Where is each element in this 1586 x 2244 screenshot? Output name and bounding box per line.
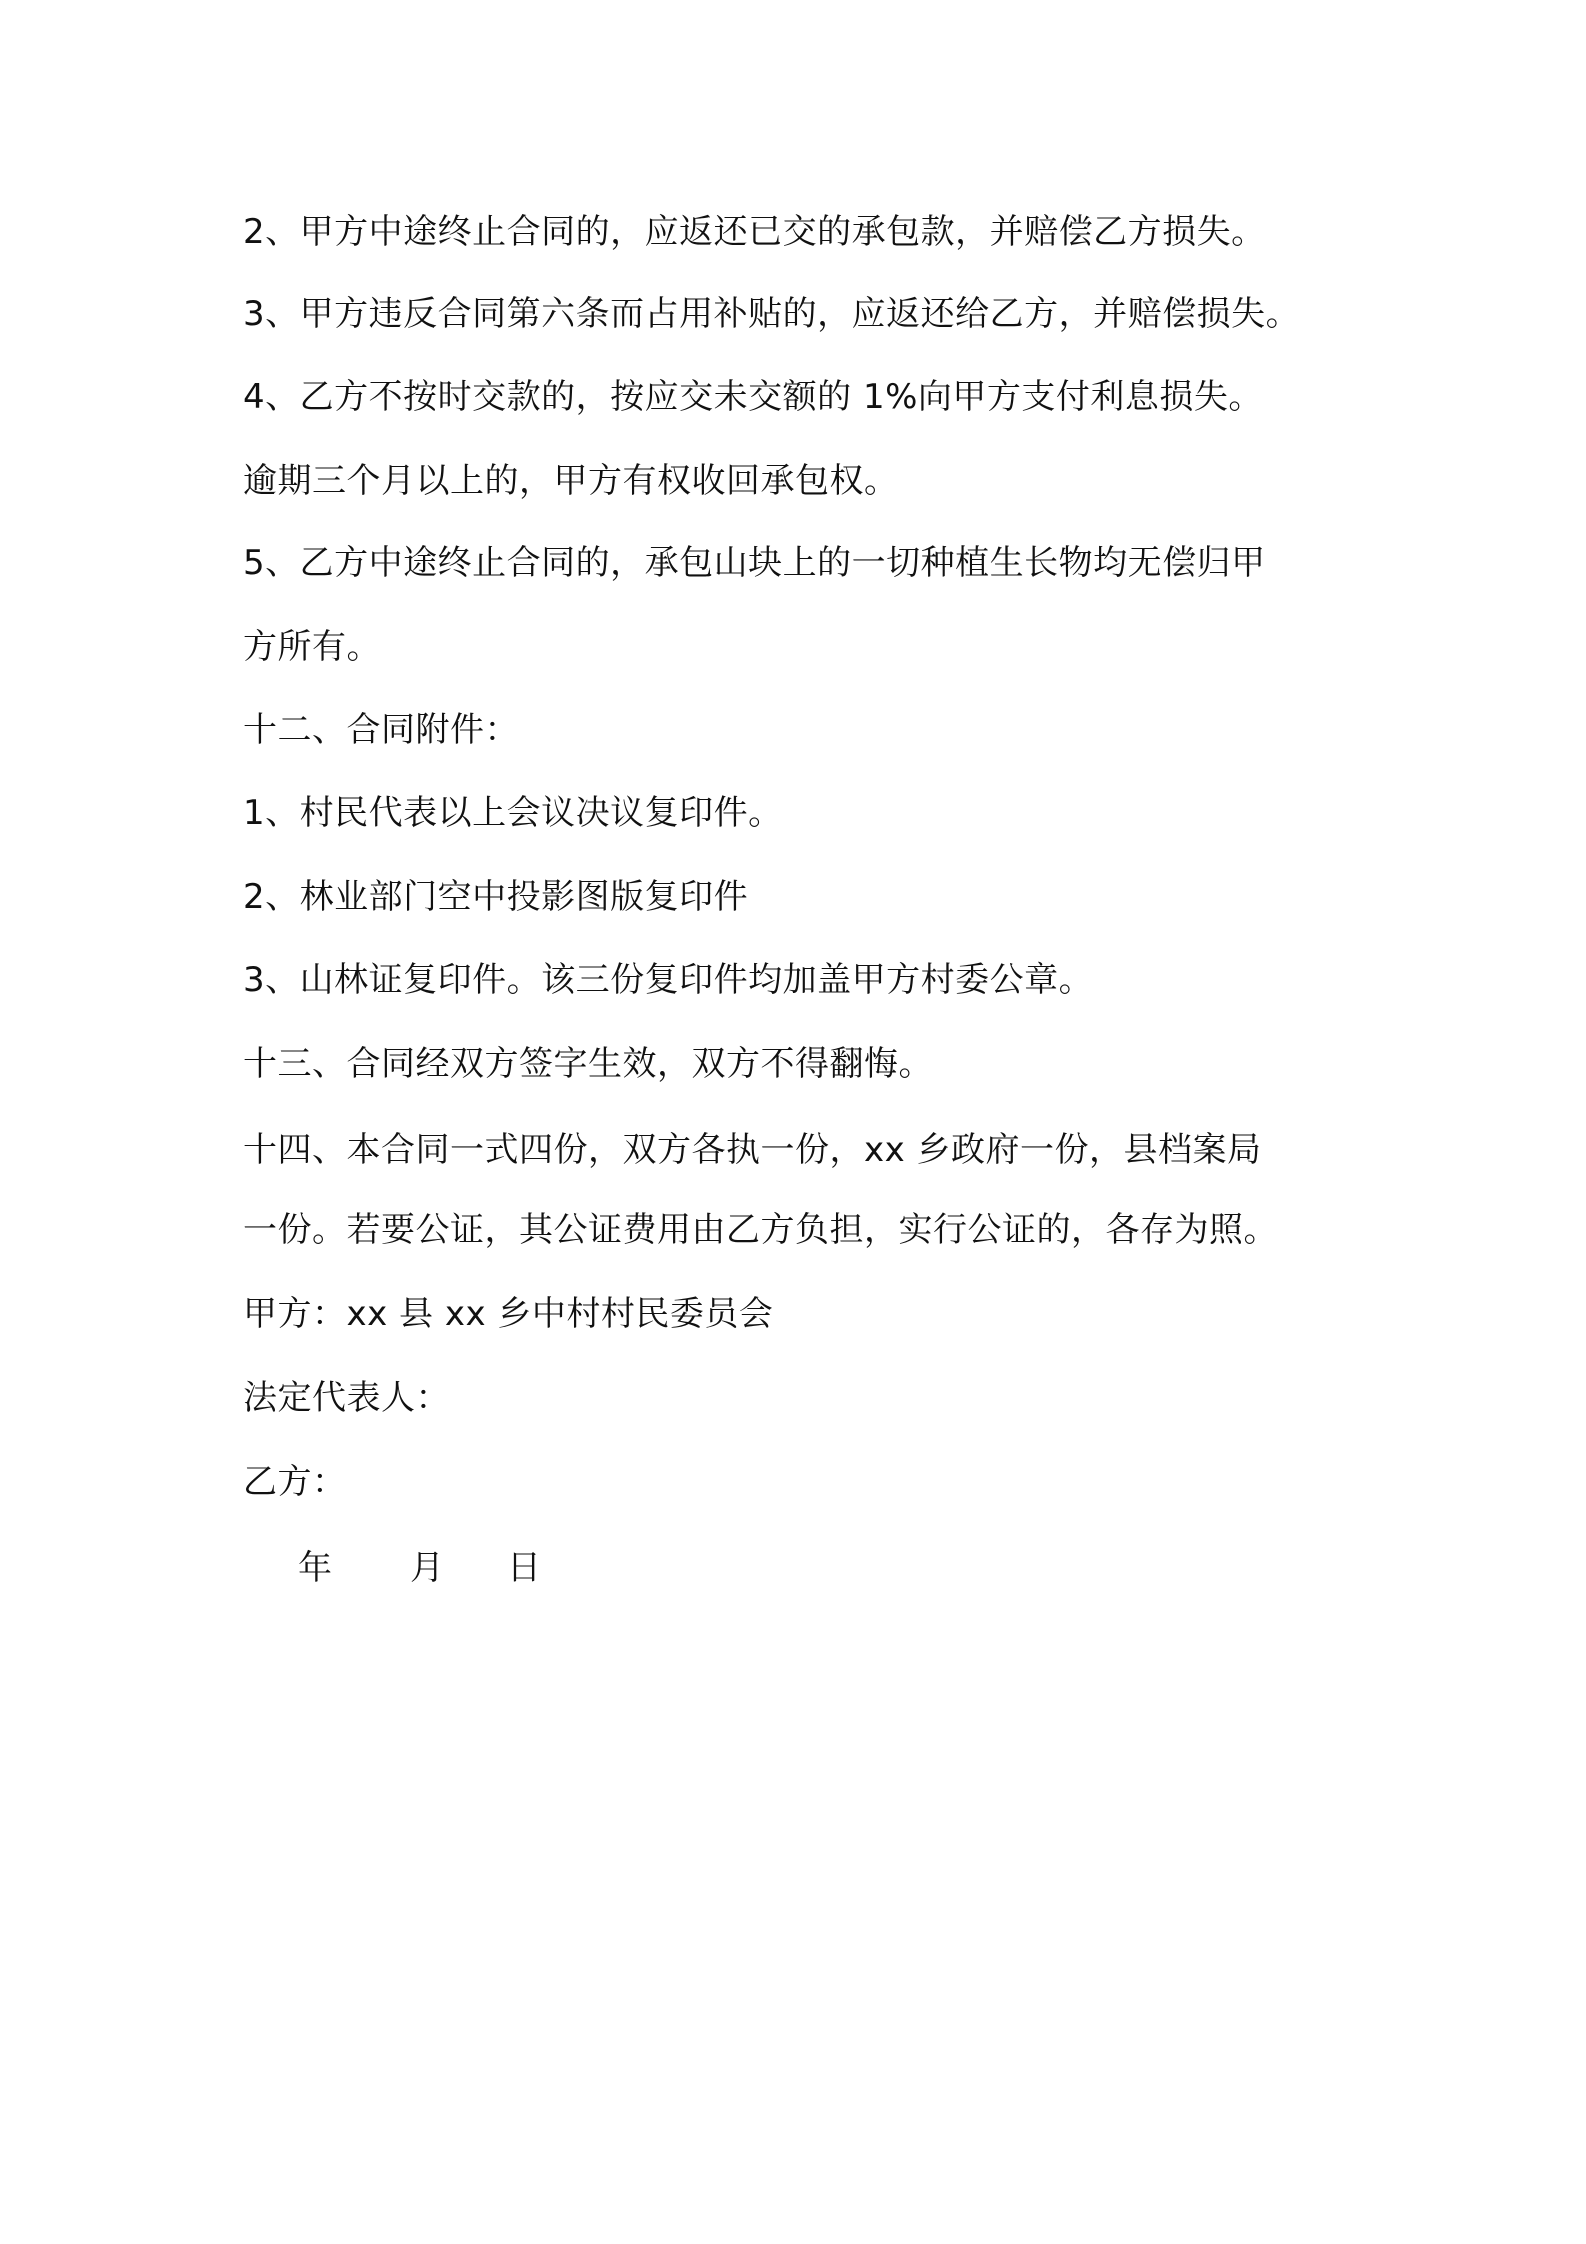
clause-12-heading: 十二、合同附件： xyxy=(243,710,519,750)
clause-11-item-4-continued: 逾期三个月以上的，甲方有权收回承包权。 xyxy=(243,461,899,501)
clause-11-item-5: 5、乙方中途终止合同的，承包山块上的一切种植生长物均无偿归甲 xyxy=(243,543,1266,583)
party-a-line: 甲方：xx 县 xx 乡中村村民委员会 xyxy=(243,1294,774,1334)
date-year-label: 年 xyxy=(298,1548,332,1588)
clause-11-item-2: 2、甲方中途终止合同的，应返还已交的承包款，并赔偿乙方损失。 xyxy=(243,212,1266,252)
clause-11-item-5-continued: 方所有。 xyxy=(243,627,381,667)
clause-14-continued: 一份。若要公证，其公证费用由乙方负担，实行公证的，各存为照。 xyxy=(243,1210,1278,1250)
clause-11-item-3: 3、甲方违反合同第六条而占用补贴的，应返还给乙方，并赔偿损失。 xyxy=(243,294,1301,334)
legal-representative-line: 法定代表人： xyxy=(243,1378,450,1418)
attachment-item-3: 3、山林证复印件。该三份复印件均加盖甲方村委公章。 xyxy=(243,960,1094,1000)
clause-14: 十四、本合同一式四份，双方各执一份，xx 乡政府一份，县档案局 xyxy=(243,1130,1262,1170)
date-day-label: 日 xyxy=(507,1548,541,1588)
clause-13: 十三、合同经双方签字生效，双方不得翻悔。 xyxy=(243,1044,933,1084)
date-month-label: 月 xyxy=(410,1548,444,1588)
party-b-line: 乙方： xyxy=(243,1462,347,1502)
attachment-item-1: 1、村民代表以上会议决议复印件。 xyxy=(243,793,783,833)
clause-11-item-4: 4、乙方不按时交款的，按应交未交额的 1%向甲方支付利息损失。 xyxy=(243,377,1263,417)
attachment-item-2: 2、林业部门空中投影图版复印件 xyxy=(243,877,749,917)
